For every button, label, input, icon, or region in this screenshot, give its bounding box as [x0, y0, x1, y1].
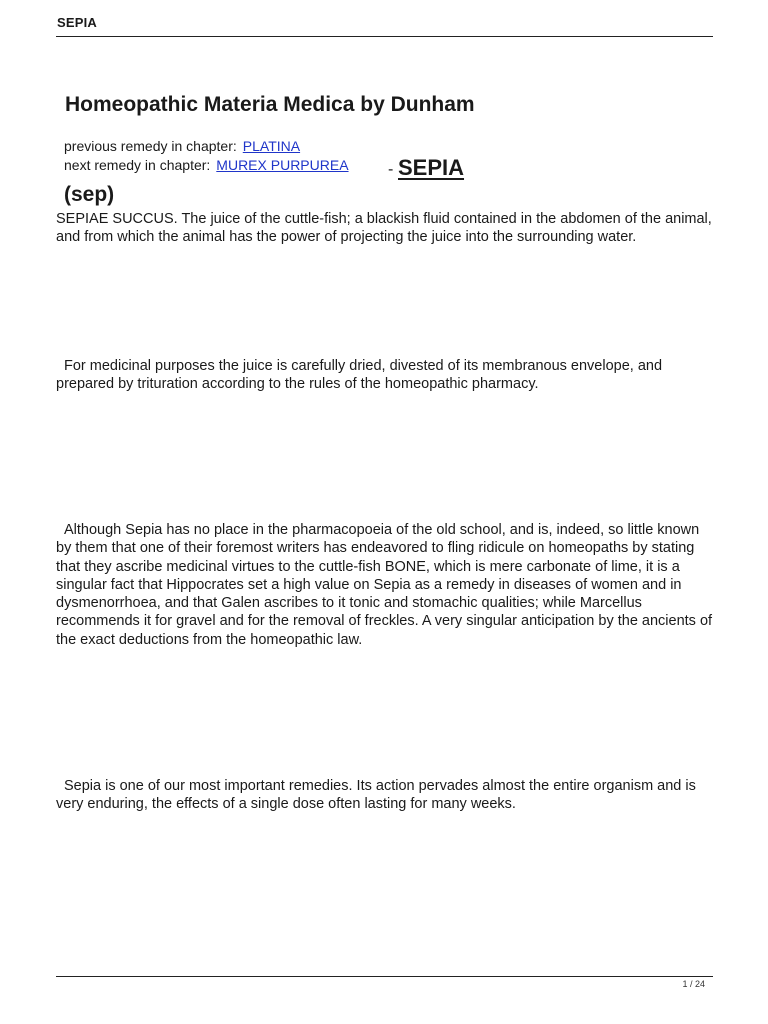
next-remedy-label: next remedy in chapter: — [64, 157, 211, 173]
previous-remedy-label: previous remedy in chapter: — [64, 138, 237, 154]
remedy-abbreviation: (sep) — [64, 183, 115, 206]
remedy-dash: - — [388, 161, 394, 178]
previous-remedy-line — [64, 138, 300, 154]
next-remedy-link[interactable]: MUREX PURPUREA — [216, 157, 349, 173]
body-paragraph: Sepia is one of our most important remedies. Its action pervades almost the entire organism and is very enduring, the effects of a single dose often lasting for many weeks. — [56, 778, 696, 813]
body-paragraph: SEPIAE SUCCUS. The juice of the cuttle-fish; a blackish fluid contained in the abdomen of the animal, and from which the animal has the power of projecting the juice into the surrounding water. — [56, 211, 712, 246]
body-paragraph: Although Sepia has no place in the pharmacopoeia of the old school, and is, indeed, so little known by them that one of their foremost writers has endeavored to fling ridicule on homeopaths by stating that they ascribe medicinal virtues to the cuttle-fish BONE, which is mere carbonate of lime, it is a singular fact that Hippocrates set a high value on Sepia as a remedy in diseases of women and in dysmenorrhoea, and that Galen ascribes to it tonic and stomachic qualities; while Marcellus recommends it for gravel and for the removal of freckles. A very singular anticipation by the ancients of the exact deductions from the homeopathic law. — [56, 522, 713, 648]
remedy-name-heading: SEPIA — [398, 155, 465, 180]
page-header — [56, 14, 713, 37]
page-footer — [56, 976, 713, 989]
page-number: 1 / 24 — [682, 979, 705, 989]
previous-remedy-link[interactable]: PLATINA — [242, 138, 301, 154]
body-paragraph: For medicinal purposes the juice is carefully dried, divested of its membranous envelope, and prepared by trituration according to the rules of the homeopathic pharmacy. — [56, 358, 663, 393]
document-title: Homeopathic Materia Medica by Dunham — [65, 93, 475, 116]
header-title: SEPIA — [57, 15, 98, 30]
next-remedy-line — [64, 157, 349, 173]
